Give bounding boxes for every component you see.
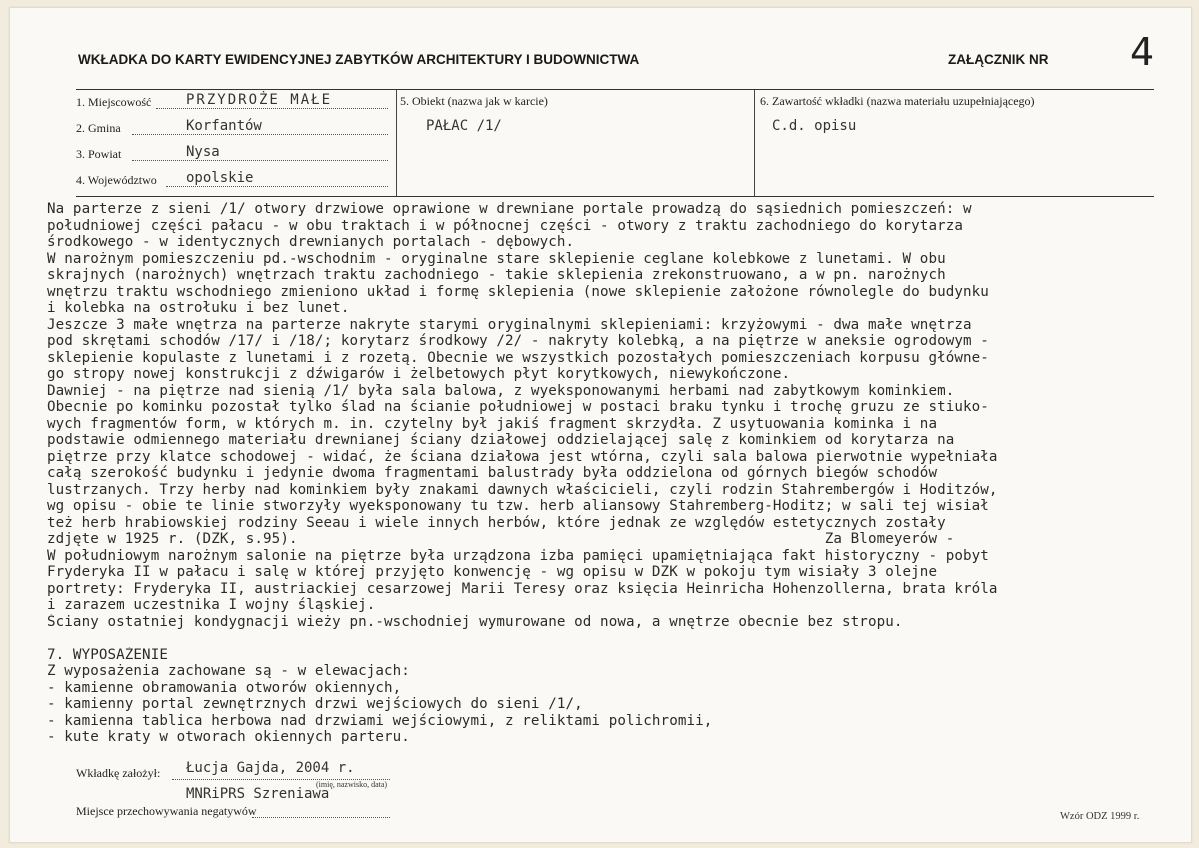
dotted-line <box>132 160 388 161</box>
dotted-line <box>156 108 388 109</box>
field-label: 3. Powiat <box>76 147 122 161</box>
text-line: skrajnych (narożnych) wnętrzach traktu zachodniego - takie sklepienia zrekonstruowano, a w pn. narożnych <box>47 267 946 283</box>
signature-caption: (imię, nazwisko, data) <box>316 780 388 789</box>
text-line: Jeszcze 3 małe wnętrza na parterze nakryte starymi oryginalnymi sklepieniami: krzyżowymi - dwa małe wnętrza <box>47 316 972 333</box>
text-line: i zarazem uczestnika I wojny śląskiej. <box>47 597 376 613</box>
text-line: południowej części pałacu - w obu traktach i w północnej części - otwory z traktu zachodniego do korytarza <box>47 217 964 234</box>
negatives-value: MNRiPRS Szreniawa <box>186 786 330 802</box>
text-line: - kamienna tablica herbowa nad drzwiami wejściowymi, z reliktami polichromii, <box>47 712 713 729</box>
text-line: zdjęte w 1925 r. (DZK, s.95). Za Blomeyerów - <box>47 531 955 547</box>
text-line: całą szerokość budynku i jedynie dwoma fragmentami balustrady była oddzielona od górnych biegów schodów <box>47 465 938 481</box>
text-line: - kute kraty w otworach okiennych parteru. <box>47 729 410 745</box>
field-powiat <box>76 142 388 164</box>
dotted-line <box>166 186 388 187</box>
text-line: 7. WYPOSAŻENIE <box>47 646 168 663</box>
field-value: Korfantów <box>186 118 262 134</box>
text-line: wych fragmentów form, w których m. in. czytelny był jakiś fragment skrzydła. Z usytuowania kominka i na <box>47 415 938 432</box>
text-line: wnętrzu traktu wschodniego zmieniono układ i formę sklepienia (nowe sklepienie założone równolegle do budynku <box>47 283 989 300</box>
text-line: też herb hrabiowskiej rodziny Seeau i wiele innych herbów, które jednak ze względów estetycznych zostały <box>47 514 946 531</box>
text-line: i kolebka na ostrołuku i bez lunet. <box>47 300 350 316</box>
dotted-line <box>132 134 388 135</box>
text-line: piętrze przy klatce schodowej - widać, że ściana działowa jest wtórna, czyli sala balowa pierwotnie wypełniała <box>47 448 998 465</box>
location-box <box>76 89 1154 197</box>
field-wojewodztwo <box>76 168 388 190</box>
text-line: wg opisu - obie te linie stworzyły wyeksponowany tu tzw. herb aliansowy Stahremberg-Hoditz; w sali tej wisiał <box>47 498 989 514</box>
text-line: - kamienne obramowania otworów okiennych, <box>47 679 402 696</box>
field-value: Nysa <box>186 144 220 160</box>
field-value-zawartosc: C.d. opisu <box>772 118 857 134</box>
signature-value: Łucja Gajda, 2004 r. <box>186 760 355 776</box>
field-label-zawartosc: 6. Zawartość wkładki (nazwa materiału uzupełniającego) <box>760 94 1035 108</box>
form-title: WKŁADKA DO KARTY EWIDENCYJNEJ ZABYTKÓW ARCHITEKTURY I BUDOWNICTWA <box>78 52 640 67</box>
field-miejscowosc <box>76 90 388 112</box>
text-line: go stropy nowej konstrukcji z dźwigarów i żelbetowych płyt korytkowych, niewykończone. <box>47 366 791 382</box>
negatives-label: Miejsce przechowywania negatywów <box>76 804 257 818</box>
text-line: lustrzanych. Trzy herby nad kominkiem były znakami dawnych właścicieli, czyli rodzin Stahrembergów i Hoditzów, <box>47 481 998 498</box>
field-value: PRZYDROŻE MAŁE <box>186 92 333 108</box>
field-label-obiekt: 5. Obiekt (nazwa jak w karcie) <box>400 94 548 108</box>
field-label: 2. Gmina <box>76 121 121 135</box>
text-line: Ściany ostatniej kondygnacji wieży pn.-wschodniej wymurowane od nowa, a wnętrze obecnie bez stropu. <box>47 613 903 630</box>
text-line: - kamienny portal zewnętrznych drzwi wejściowych do sieni /1/, <box>47 696 583 712</box>
signature-label: Wkładkę założył: <box>76 766 161 780</box>
field-label: 1. Miejscowość <box>76 95 152 109</box>
blank-line <box>47 630 1159 647</box>
text-line: podstawie odmiennego materiału drewnianej ściany działowej oddzielającej salę z kominkiem od korytarza na <box>47 432 955 448</box>
text-line: Na parterze z sieni /1/ otwory drzwiowe oprawione w drewniane portale prowadzą do sąsiednich pomieszczeń: w <box>47 201 972 217</box>
text-line: Z wyposażenia zachowane są - w elewacjach: <box>47 663 410 679</box>
text-line: W południowym narożnym salonie na piętrze była urządzona izba pamięci upamiętniająca fakt historyczny - pobyt <box>47 547 989 564</box>
text-line: Fryderyka II w pałacu i salę w której przyjęto konwencję - wg opisu w DZK w pokoju tym wisiały 3 olejne <box>47 564 938 580</box>
text-line: sklepienie kopulaste z lunetami i z rozetą. Obecnie we wszystkich pozostałych pomieszczeniach korpusu główne- <box>47 349 989 366</box>
dotted-line <box>252 817 390 818</box>
text-line: portrety: Fryderyka II, austriackiej cesarzowej Marii Teresy oraz księcia Heinricha Hohenzollerna, brata króla <box>47 580 998 597</box>
text-line: W narożnym pomieszczeniu pd.-wschodnim - oryginalne stare sklepienie ceglane kolebkowe z lunetami. W obu <box>47 250 946 267</box>
description-text <box>47 201 1159 746</box>
text-line: pod skrętami schodów /17/ i /18/; korytarz środkowy /2/ - nakryty kolebką, a na piętrze w aneksie ogrodowym - <box>47 333 989 349</box>
text-line: Obecnie po kominku pozostał tylko ślad na ścianie południowej w postaci braku tynku i trochę gruzu ze stiuko- <box>47 399 989 415</box>
attachment-label: ZAŁĄCZNIK NR <box>948 52 1049 67</box>
attachment-number: 4 <box>1130 30 1155 74</box>
form-model: Wzór ODZ 1999 r. <box>1060 811 1140 822</box>
field-value-obiekt: PAŁAC /1/ <box>426 118 502 134</box>
text-line: Dawniej - na piętrze nad sienią /1/ była sala balowa, z wyeksponowanymi herbami nad zabytkowym kominkiem. <box>47 382 955 399</box>
field-gmina <box>76 116 388 138</box>
field-value: opolskie <box>186 170 254 186</box>
column-divider <box>754 90 755 196</box>
field-label: 4. Województwo <box>76 173 157 187</box>
column-divider <box>396 90 397 196</box>
text-line: środkowego - w identycznych drewnianych portalach - dębowych. <box>47 234 575 250</box>
